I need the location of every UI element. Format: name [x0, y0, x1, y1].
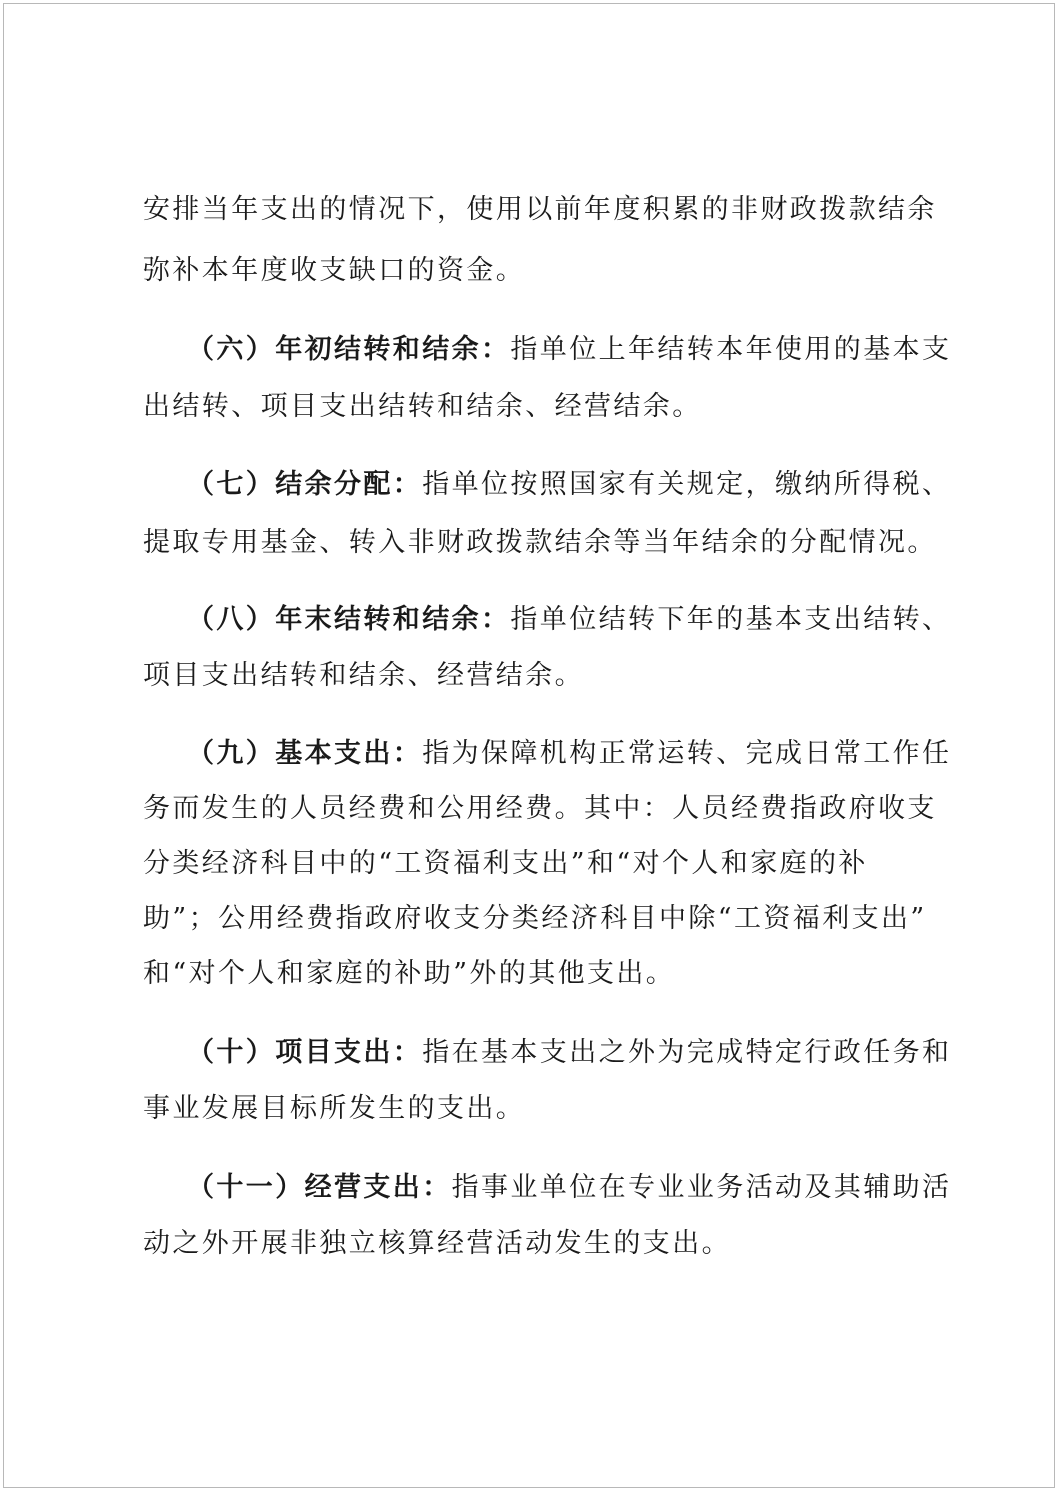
- body-line: 和“对个人和家庭的补助”外的其他支出。: [143, 958, 676, 989]
- body-line: 弥补本年度收支缺口的资金。: [143, 255, 526, 286]
- definition-text: 指事业单位在专业业务活动及其辅助活: [451, 1172, 952, 1203]
- body-line: 分类经济科目中的“工资福利支出”和“对个人和家庭的补: [143, 848, 868, 879]
- definition-term: （八）年末结转和结余：: [187, 604, 511, 635]
- definition-term: （九）基本支出：: [187, 738, 423, 769]
- definition-first-line: [187, 1174, 951, 1201]
- body-line: 事业发展目标所发生的支出。: [143, 1093, 526, 1124]
- definition-term: （六）年初结转和结余：: [187, 334, 511, 365]
- definition-term: （十）项目支出：: [187, 1037, 423, 1068]
- body-line: 提取专用基金、转入非财政拨款结余等当年结余的分配情况。: [143, 527, 937, 558]
- body-line: 务而发生的人员经费和公用经费。其中：人员经费指政府收支: [143, 793, 937, 824]
- body-line: 项目支出结转和结余、经营结余。: [143, 660, 584, 691]
- body-line: 出结转、项目支出结转和结余、经营结余。: [143, 391, 702, 422]
- body-line: 动之外开展非独立核算经营活动发生的支出。: [143, 1228, 731, 1259]
- definition-first-line: [187, 740, 951, 767]
- definition-first-line: [187, 1039, 951, 1066]
- definition-term: （七）结余分配：: [187, 469, 423, 500]
- definition-text: 指单位结转下年的基本支出结转、: [510, 604, 952, 635]
- definition-text: 指在基本支出之外为完成特定行政任务和: [422, 1037, 952, 1068]
- definition-first-line: [187, 336, 951, 363]
- definition-text: 指单位按照国家有关规定，缴纳所得税、: [422, 469, 952, 500]
- definition-text: 指单位上年结转本年使用的基本支: [510, 334, 952, 365]
- body-line: 助”；公用经费指政府收支分类经济科目中除“工资福利支出”: [143, 903, 927, 934]
- definition-term: （十一）经营支出：: [187, 1172, 452, 1203]
- definition-text: 指为保障机构正常运转、完成日常工作任: [422, 738, 952, 769]
- definition-first-line: [187, 606, 951, 633]
- definition-first-line: [187, 471, 951, 498]
- body-line: 安排当年支出的情况下，使用以前年度积累的非财政拨款结余: [143, 194, 937, 225]
